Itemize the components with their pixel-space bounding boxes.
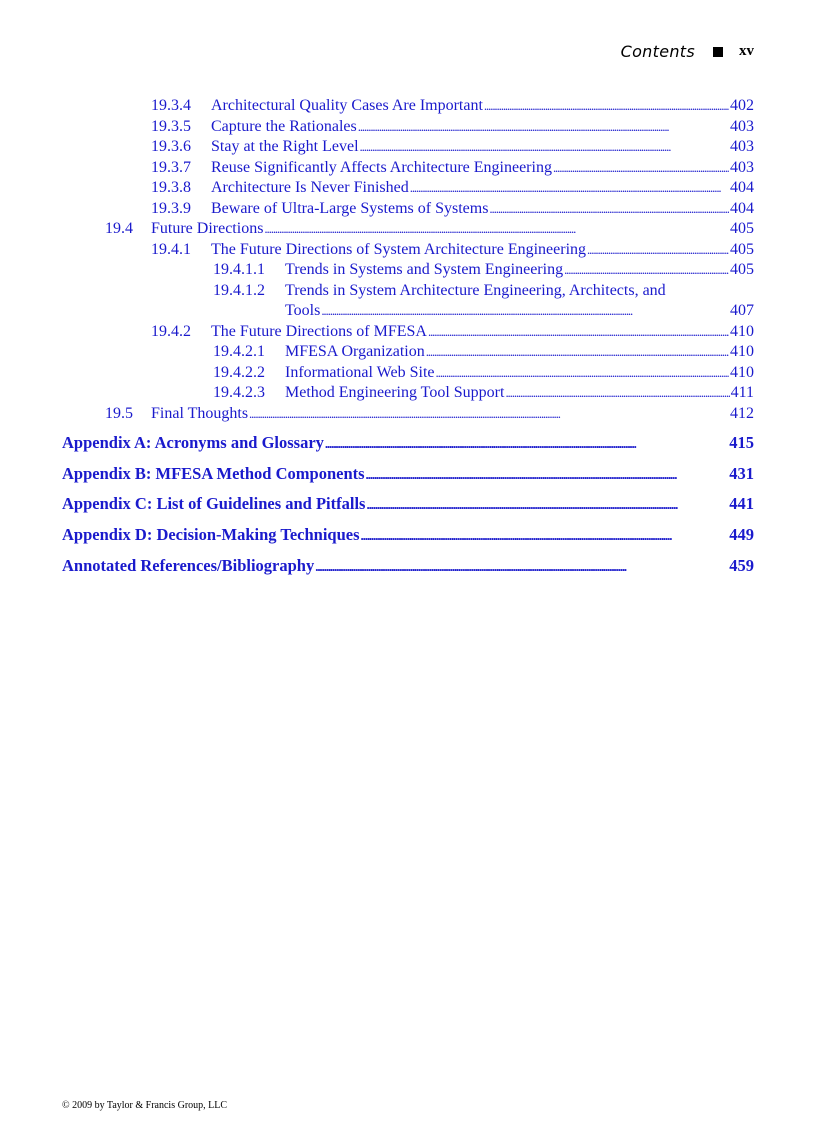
toc-entry-19-4-1[interactable] <box>151 240 754 260</box>
copyright-footer: © 2009 by Taylor & Francis Group, LLC <box>62 1100 228 1111</box>
toc-title: Final Thoughts <box>151 405 249 422</box>
toc-page: 402 <box>730 97 754 114</box>
toc-number: 19.4 <box>105 220 133 237</box>
toc-page: 410 <box>730 364 754 381</box>
toc-entry-19-4-2-2[interactable] <box>213 363 754 383</box>
toc-number: 19.4.1.1 <box>213 261 265 278</box>
dot-leader <box>426 342 729 362</box>
toc-appendix-d[interactable] <box>62 525 754 546</box>
dot-leader <box>264 219 729 239</box>
toc-number: 19.5 <box>105 405 133 422</box>
toc-number: 19.3.8 <box>151 179 191 196</box>
dot-leader <box>361 525 729 546</box>
toc-title: Informational Web Site <box>285 364 435 381</box>
toc-entry-19-3-5[interactable] <box>151 117 754 137</box>
toc-number: 19.4.1 <box>151 241 191 258</box>
dot-leader <box>436 363 730 383</box>
toc-entry-19-4-2-3[interactable] <box>213 383 754 403</box>
toc-page: 403 <box>730 159 754 176</box>
toc-page: 410 <box>730 323 754 340</box>
toc-number: 19.3.5 <box>151 118 191 135</box>
toc-entry-19-4[interactable] <box>105 219 754 239</box>
toc-page: 404 <box>730 179 754 196</box>
toc-entry-19-3-9[interactable] <box>151 199 754 219</box>
toc-number: 19.3.6 <box>151 138 191 155</box>
square-bullet-icon <box>713 47 723 57</box>
appendix-title: Annotated References/Bibliography <box>62 556 315 575</box>
toc-title: Architecture Is Never Finished <box>211 179 409 196</box>
toc-number: 19.3.4 <box>151 97 191 114</box>
header-page-number: xv <box>739 43 754 59</box>
toc-entry-19-3-6[interactable] <box>151 137 754 157</box>
toc-page: 405 <box>730 220 754 237</box>
toc-appendix-c[interactable] <box>62 494 754 515</box>
appendix-page: 441 <box>729 494 754 513</box>
toc-number: 19.3.7 <box>151 159 191 176</box>
toc-entry-19-3-8[interactable] <box>151 178 754 198</box>
toc-bibliography[interactable] <box>62 556 754 577</box>
dot-leader <box>366 494 728 515</box>
appendix-title: Appendix B: MFESA Method Components <box>62 464 365 483</box>
appendix-page: 459 <box>729 556 754 575</box>
toc-title: Reuse Significantly Affects Architecture Engineering <box>211 159 552 176</box>
dot-leader <box>484 96 729 116</box>
toc-page: 404 <box>730 200 754 217</box>
dot-leader <box>315 556 728 577</box>
appendix-title: Appendix A: Acronyms and Glossary <box>62 433 324 452</box>
toc-title: Trends in System Architecture Engineering, Architects, and <box>285 282 666 299</box>
toc-entry-19-4-1-2-continued[interactable] <box>285 301 754 321</box>
dot-leader <box>428 322 729 342</box>
toc-title: Trends in Systems and System Engineering <box>285 261 564 278</box>
toc-title: Method Engineering Tool Support <box>285 384 505 401</box>
toc-title: The Future Directions of MFESA <box>211 323 427 340</box>
toc-title: MFESA Organization <box>285 343 425 360</box>
toc-entry-19-4-2[interactable] <box>151 322 754 342</box>
dot-leader <box>360 137 729 157</box>
toc-page: 405 <box>730 241 754 258</box>
appendix-title: Appendix C: List of Guidelines and Pitfalls <box>62 494 366 513</box>
dot-leader <box>564 260 729 280</box>
toc-page: 411 <box>730 384 754 401</box>
toc-entry-19-5[interactable] <box>105 404 754 424</box>
dot-leader <box>553 158 729 178</box>
dot-leader <box>249 404 729 424</box>
toc-entry-19-3-4[interactable] <box>151 96 754 116</box>
toc-number: 19.3.9 <box>151 200 191 217</box>
toc-page: 410 <box>730 343 754 360</box>
toc-number: 19.4.2 <box>151 323 191 340</box>
toc-number: 19.4.2.2 <box>213 364 265 381</box>
toc-page: 407 <box>730 302 754 319</box>
dot-leader <box>325 433 728 454</box>
dot-leader <box>410 178 729 198</box>
toc-page: 403 <box>730 118 754 135</box>
appendix-page: 431 <box>729 464 754 483</box>
dot-leader <box>505 383 729 403</box>
toc-entry-19-3-7[interactable] <box>151 158 754 178</box>
toc-appendix-a[interactable] <box>62 433 754 454</box>
toc-title: Beware of Ultra-Large Systems of Systems <box>211 200 489 217</box>
toc-title: Future Directions <box>151 220 264 237</box>
toc-title: Stay at the Right Level <box>211 138 359 155</box>
toc-appendix-b[interactable] <box>62 464 754 485</box>
toc-entry-19-4-1-1[interactable] <box>213 260 754 280</box>
toc-page: 403 <box>730 138 754 155</box>
dot-leader <box>587 240 729 260</box>
running-header <box>621 42 754 61</box>
toc-number: 19.4.2.3 <box>213 384 265 401</box>
toc-page: 405 <box>730 261 754 278</box>
toc-title: Architectural Quality Cases Are Important <box>211 97 483 114</box>
toc-title: Capture the Rationales <box>211 118 357 135</box>
dot-leader <box>358 117 729 137</box>
toc-title: The Future Directions of System Architecture Engineering <box>211 241 587 258</box>
toc-page: 412 <box>730 405 754 422</box>
toc-title-continued: Tools <box>285 302 321 319</box>
toc-number: 19.4.2.1 <box>213 343 265 360</box>
toc-entry-19-4-2-1[interactable] <box>213 342 754 362</box>
appendix-page: 449 <box>729 525 754 544</box>
dot-leader <box>321 301 729 321</box>
appendix-title: Appendix D: Decision-Making Techniques <box>62 525 360 544</box>
appendix-page: 415 <box>729 433 754 452</box>
toc-number: 19.4.1.2 <box>213 282 265 299</box>
toc-entry-19-4-1-2[interactable] <box>213 281 666 301</box>
dot-leader <box>366 464 729 485</box>
dot-leader <box>489 199 729 219</box>
header-title: Contents <box>620 42 695 61</box>
